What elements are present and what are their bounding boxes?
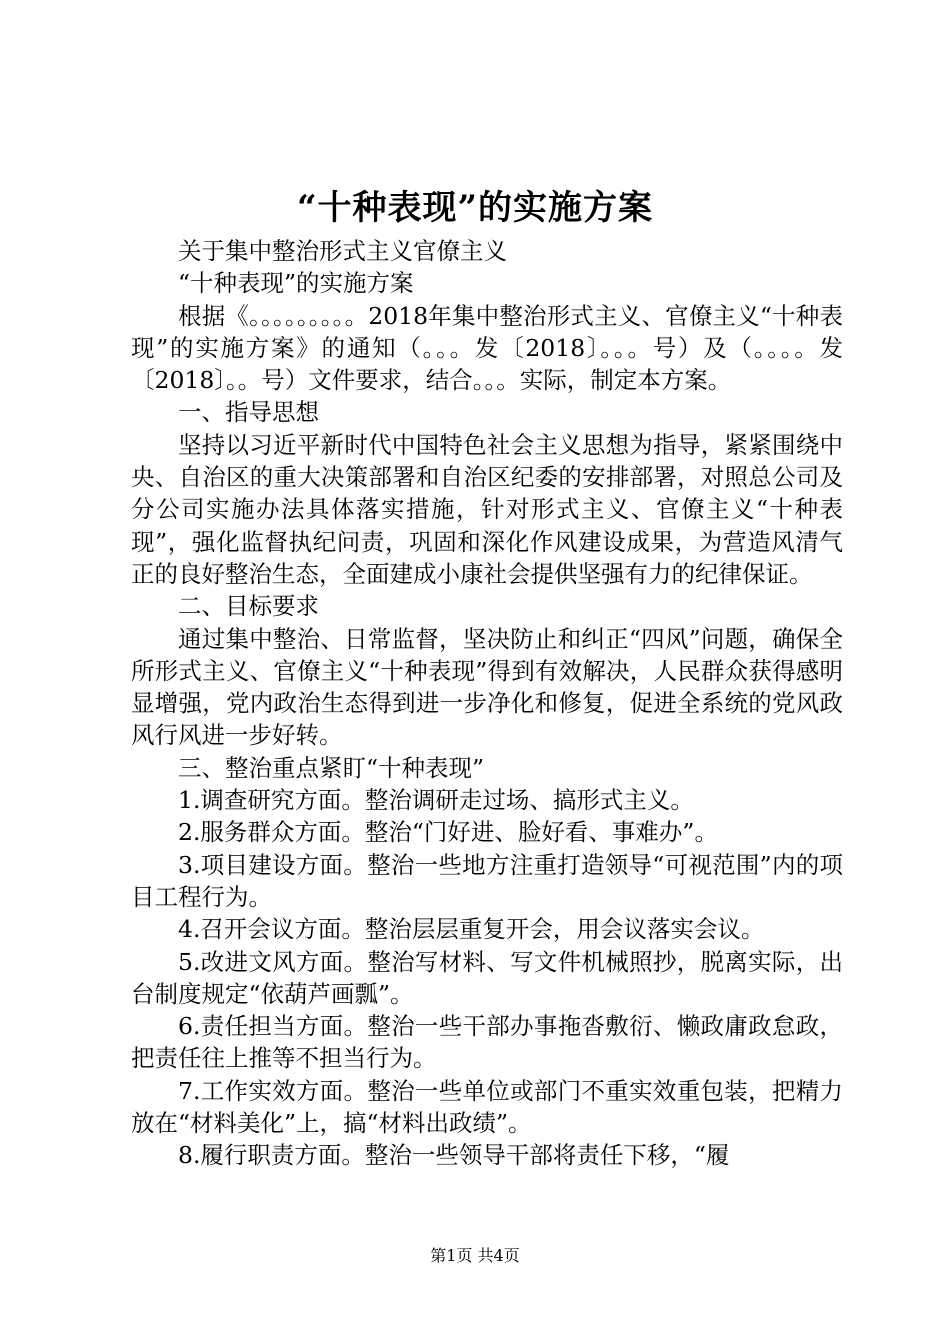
page-number-footer: 第1页 共4页 xyxy=(430,1246,520,1265)
document-body xyxy=(131,235,843,1172)
paragraph-guiding-thought: 坚持以习近平新时代中国特色社会主义思想为指导，紧紧围绕中央、自治区的重大决策部署和自治区纪委的安排部署，对照总公司及分公司实施办法具体落实措施，针对形式主义、官僚主义“十种表现”，强化监督执纪问责，巩固和深化作风建设成果，为营造风清气正的良好整治生态，全面建成小康社会提供坚强有力的纪律保证。 xyxy=(131,430,843,588)
section-heading-1: 一、指导思想 xyxy=(178,398,319,427)
paragraph-subtitle-1: 关于集中整治形式主义官僚主义 xyxy=(178,237,507,265)
paragraph-goals: 通过集中整治、日常监督，坚决防止和纠正“四风”问题，确保全所形式主义、官僚主义“十种表现”得到有效解决，人民群众获得感明显增强，党内政治生态得到进一步净化和修复，促进全系统的党风政风行风进一步好转。 xyxy=(131,624,843,750)
paragraph-intro: 根据《。。。。。。。。。2018年集中整治形式主义、官僚主义“十种表现”的实施方案》的通知（。。。发〔2018〕。。。号）及（。。。。发〔2018〕。。号）文件要求，结合。。。实际，制定本方案。 xyxy=(131,301,843,395)
list-item-4: 4.召开会议方面。整治层层重复开会，用会议落实会议。 xyxy=(178,915,765,944)
list-item-3: 3.项目建设方面。整治一些地方注重打造领导“可视范围”内的项目工程行为。 xyxy=(131,850,843,911)
list-item-8: 8.履行职责方面。整治一些领导干部将责任下移，“履 xyxy=(178,1141,730,1170)
list-item-7: 7.工作实效方面。整治一些单位或部门不重实效重包装，把精力放在“材料美化”上，搞“材料出政绩”。 xyxy=(131,1076,843,1138)
list-item-6: 6.责任担当方面。整治一些干部办事拖沓敷衍、懒政庸政怠政，把责任往上推等不担当行为。 xyxy=(131,1012,843,1073)
paragraph-subtitle-2: “十种表现”的实施方案 xyxy=(178,269,414,298)
section-heading-3: 三、整治重点紧盯“十种表现” xyxy=(178,753,485,782)
list-item-5: 5.改进文风方面。整治写材料、写文件机械照抄，脱离实际，出台制度规定“依葫芦画瓢”。 xyxy=(131,947,843,1008)
list-item-1: 1.调查研究方面。整治调研走过场、搞形式主义。 xyxy=(178,786,694,815)
document-title: “十种表现”的实施方案 xyxy=(296,188,654,228)
section-heading-2: 二、目标要求 xyxy=(178,592,319,621)
list-item-2: 2.服务群众方面。整治“门好进、脸好看、事难办”。 xyxy=(178,818,718,847)
